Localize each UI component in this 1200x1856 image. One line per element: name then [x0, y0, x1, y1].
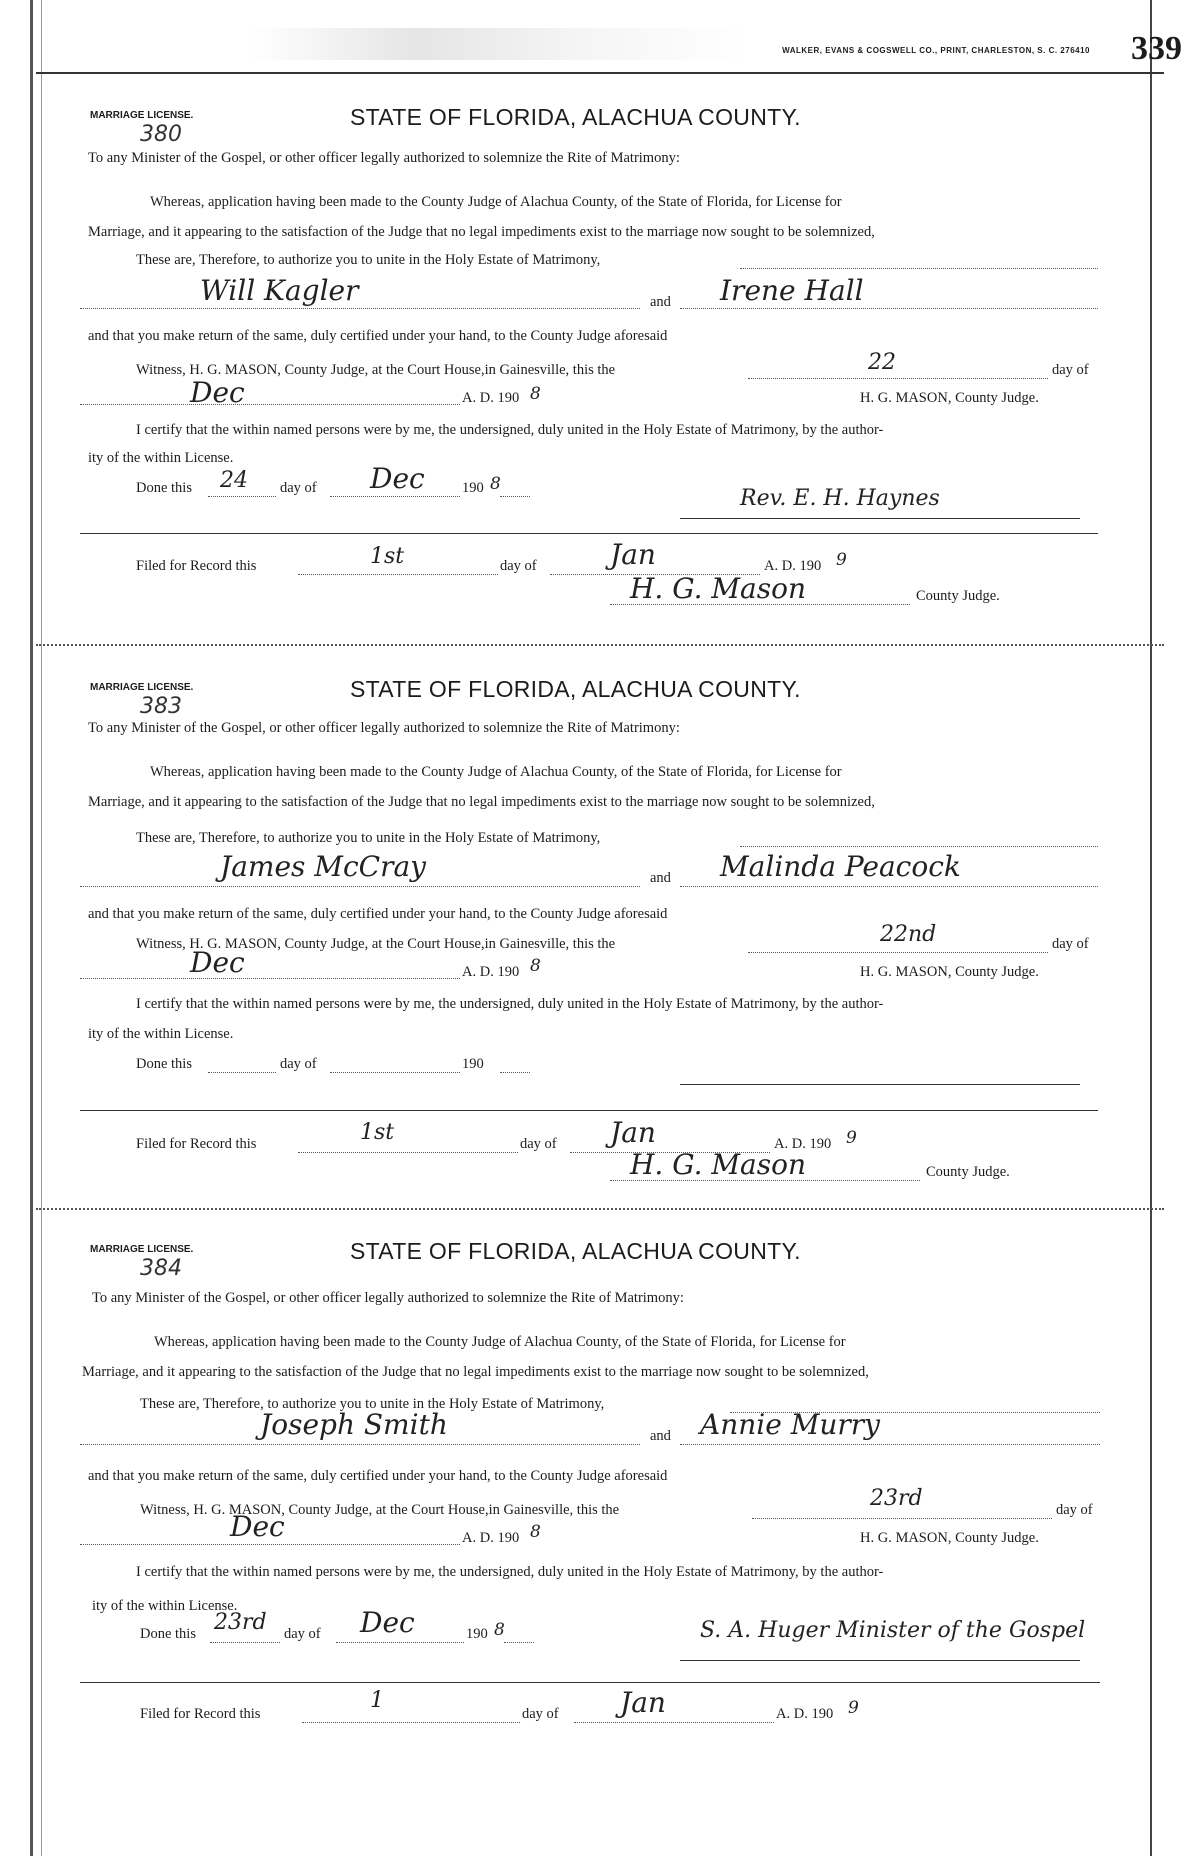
witness-month: Dec — [230, 1510, 285, 1543]
judge-label: H. G. MASON, County Judge. — [860, 390, 1039, 406]
page-edge-right — [1150, 0, 1152, 1856]
judge-label: H. G. MASON, County Judge. — [860, 964, 1039, 980]
address-line: To any Minister of the Gospel, or other officer legally authorized to solemnize the Rite of Matrimony: — [92, 1290, 684, 1306]
ad-label: A. D. 190 — [764, 558, 822, 574]
witness-year: 8 — [530, 956, 541, 976]
ity-line: ity of the within License. — [88, 450, 234, 466]
address-line: To any Minister of the Gospel, or other officer legally authorized to solemnize the Rite of Matrimony: — [88, 720, 680, 736]
license-number: 384 — [140, 1256, 182, 1281]
license-title: STATE OF FLORIDA, ALACHUA COUNTY. — [350, 104, 801, 130]
marriage-line: Marriage, and it appearing to the satisfaction of the Judge that no legal impediments exist to the marriage now sought to be solemnized, — [88, 224, 875, 240]
filed-label: Filed for Record this — [140, 1706, 261, 1722]
day-of-label: day of — [1052, 936, 1089, 952]
groom-name: Will Kagler — [200, 274, 359, 307]
certify-line: I certify that the within named persons were by me, the undersigned, duly united in the Holy Estate of Matrimony, by the author- — [136, 422, 884, 438]
marriage-line: Marriage, and it appearing to the satisfaction of the Judge that no legal impediments exist to the marriage now sought to be solemnized, — [88, 794, 875, 810]
page-edge-left — [30, 0, 42, 1856]
address-line: To any Minister of the Gospel, or other officer legally authorized to solemnize the Rite of Matrimony: — [88, 150, 680, 166]
and-label: and — [650, 1428, 671, 1444]
day-of-label: day of — [520, 1136, 557, 1152]
county-judge-label: County Judge. — [926, 1164, 1010, 1180]
certify-line: I certify that the within named persons were by me, the undersigned, duly united in the Holy Estate of Matrimony, by the author- — [136, 996, 884, 1012]
marriage-license-2 — [80, 650, 1100, 1200]
filed-month: Jan — [610, 1116, 656, 1149]
whereas-line: Whereas, application having been made to the County Judge of Alachua County, of the State of Florida, for License for — [150, 764, 842, 780]
day-of-label: day of — [522, 1706, 559, 1722]
judge-label: H. G. MASON, County Judge. — [860, 1530, 1039, 1546]
ad-label: A. D. 190 — [462, 390, 520, 406]
filed-label: Filed for Record this — [136, 558, 257, 574]
return-line: and that you make return of the same, duly certified under your hand, to the County Judge aforesaid — [88, 1468, 668, 1484]
ad-label: A. D. 190 — [774, 1136, 832, 1152]
filed-day: 1st — [370, 544, 405, 569]
witness-year: 8 — [530, 1522, 541, 1542]
marriage-license-1 — [80, 78, 1100, 628]
and-label: and — [650, 870, 671, 886]
judge-signature: H. G. Mason — [630, 572, 807, 605]
return-line: and that you make return of the same, duly certified under your hand, to the County Judge aforesaid — [88, 328, 668, 344]
certify-line: I certify that the within named persons were by me, the undersigned, duly united in the Holy Estate of Matrimony, by the author- — [136, 1564, 884, 1580]
ad-label: A. D. 190 — [462, 964, 520, 980]
authorize-line: These are, Therefore, to authorize you to unite in the Holy Estate of Matrimony, — [136, 830, 601, 846]
return-line: and that you make return of the same, duly certified under your hand, to the County Judge aforesaid — [88, 906, 668, 922]
done-day: 24 — [220, 468, 248, 493]
and-label: and — [650, 294, 671, 310]
year-prefix: 190 — [462, 480, 484, 496]
day-of-label: day of — [284, 1626, 321, 1642]
witness-month: Dec — [190, 376, 245, 409]
section-divider — [36, 644, 1164, 646]
done-month: Dec — [370, 462, 425, 495]
day-of-label: day of — [280, 1056, 317, 1072]
license-label: MARRIAGE LICENSE. — [90, 682, 194, 693]
license-number: 383 — [140, 694, 182, 719]
marriage-license-3 — [80, 1212, 1100, 1762]
license-title: STATE OF FLORIDA, ALACHUA COUNTY. — [350, 1238, 801, 1264]
officiant-signature: S. A. Huger Minister of the Gospel — [700, 1618, 1086, 1643]
witness-line: Witness, H. G. MASON, County Judge, at the Court House,in Gainesville, this the — [136, 936, 616, 952]
witness-day: 23rd — [870, 1486, 923, 1511]
done-this-label: Done this — [136, 480, 192, 496]
filed-year: 9 — [846, 1128, 857, 1148]
page-number: 339 — [1131, 30, 1182, 67]
judge-signature: H. G. Mason — [630, 1148, 807, 1181]
day-of-label: day of — [1056, 1502, 1093, 1518]
year-prefix: 190 — [466, 1626, 488, 1642]
day-of-label: day of — [1052, 362, 1089, 378]
groom-name: Joseph Smith — [260, 1408, 448, 1441]
authorize-line: These are, Therefore, to authorize you to unite in the Holy Estate of Matrimony, — [140, 1396, 605, 1412]
done-this-label: Done this — [136, 1056, 192, 1072]
filed-year: 9 — [836, 550, 847, 570]
marriage-line: Marriage, and it appearing to the satisfaction of the Judge that no legal impediments exist to the marriage now sought to be solemnized, — [82, 1364, 869, 1380]
filed-day: 1st — [360, 1120, 395, 1145]
printer-imprint: WALKER, EVANS & COGSWELL CO., PRINT, CHARLESTON, S. C. 276410 — [782, 46, 1090, 55]
day-of-label: day of — [500, 558, 537, 574]
witness-day: 22 — [868, 350, 896, 375]
done-this-label: Done this — [140, 1626, 196, 1642]
filed-month: Jan — [610, 538, 656, 571]
witness-line: Witness, H. G. MASON, County Judge, at the Court House,in Gainesville, this the — [136, 362, 616, 378]
filed-label: Filed for Record this — [136, 1136, 257, 1152]
witness-year: 8 — [530, 384, 541, 404]
bride-name: Irene Hall — [720, 274, 864, 307]
done-year: 8 — [494, 1620, 505, 1640]
license-number: 380 — [140, 122, 182, 147]
license-label: MARRIAGE LICENSE. — [90, 110, 194, 121]
scan-artifact — [250, 28, 750, 60]
license-label: MARRIAGE LICENSE. — [90, 1244, 194, 1255]
done-day: 23rd — [214, 1610, 267, 1635]
witness-line: Witness, H. G. MASON, County Judge, at the Court House,in Gainesville, this the — [140, 1502, 620, 1518]
ity-line: ity of the within License. — [88, 1026, 234, 1042]
bride-name: Annie Murry — [700, 1408, 881, 1441]
groom-name: James McCray — [220, 850, 426, 883]
filed-day: 1 — [370, 1688, 384, 1713]
year-prefix: 190 — [462, 1056, 484, 1072]
day-of-label: day of — [280, 480, 317, 496]
done-year: 8 — [490, 474, 501, 494]
top-rule — [36, 72, 1164, 74]
license-title: STATE OF FLORIDA, ALACHUA COUNTY. — [350, 676, 801, 702]
ity-line: ity of the within License. — [92, 1598, 238, 1614]
bride-name: Malinda Peacock — [720, 850, 961, 883]
witness-month: Dec — [190, 946, 245, 979]
whereas-line: Whereas, application having been made to the County Judge of Alachua County, of the State of Florida, for License for — [154, 1334, 846, 1350]
officiant-signature: Rev. E. H. Haynes — [740, 486, 940, 511]
ad-label: A. D. 190 — [776, 1706, 834, 1722]
authorize-line: These are, Therefore, to authorize you to unite in the Holy Estate of Matrimony, — [136, 252, 601, 268]
county-judge-label: County Judge. — [916, 588, 1000, 604]
witness-day: 22nd — [880, 922, 937, 947]
ad-label: A. D. 190 — [462, 1530, 520, 1546]
filed-year: 9 — [848, 1698, 859, 1718]
whereas-line: Whereas, application having been made to the County Judge of Alachua County, of the State of Florida, for License for — [150, 194, 842, 210]
section-divider — [36, 1208, 1164, 1210]
filed-month: Jan — [620, 1686, 666, 1719]
done-month: Dec — [360, 1606, 415, 1639]
